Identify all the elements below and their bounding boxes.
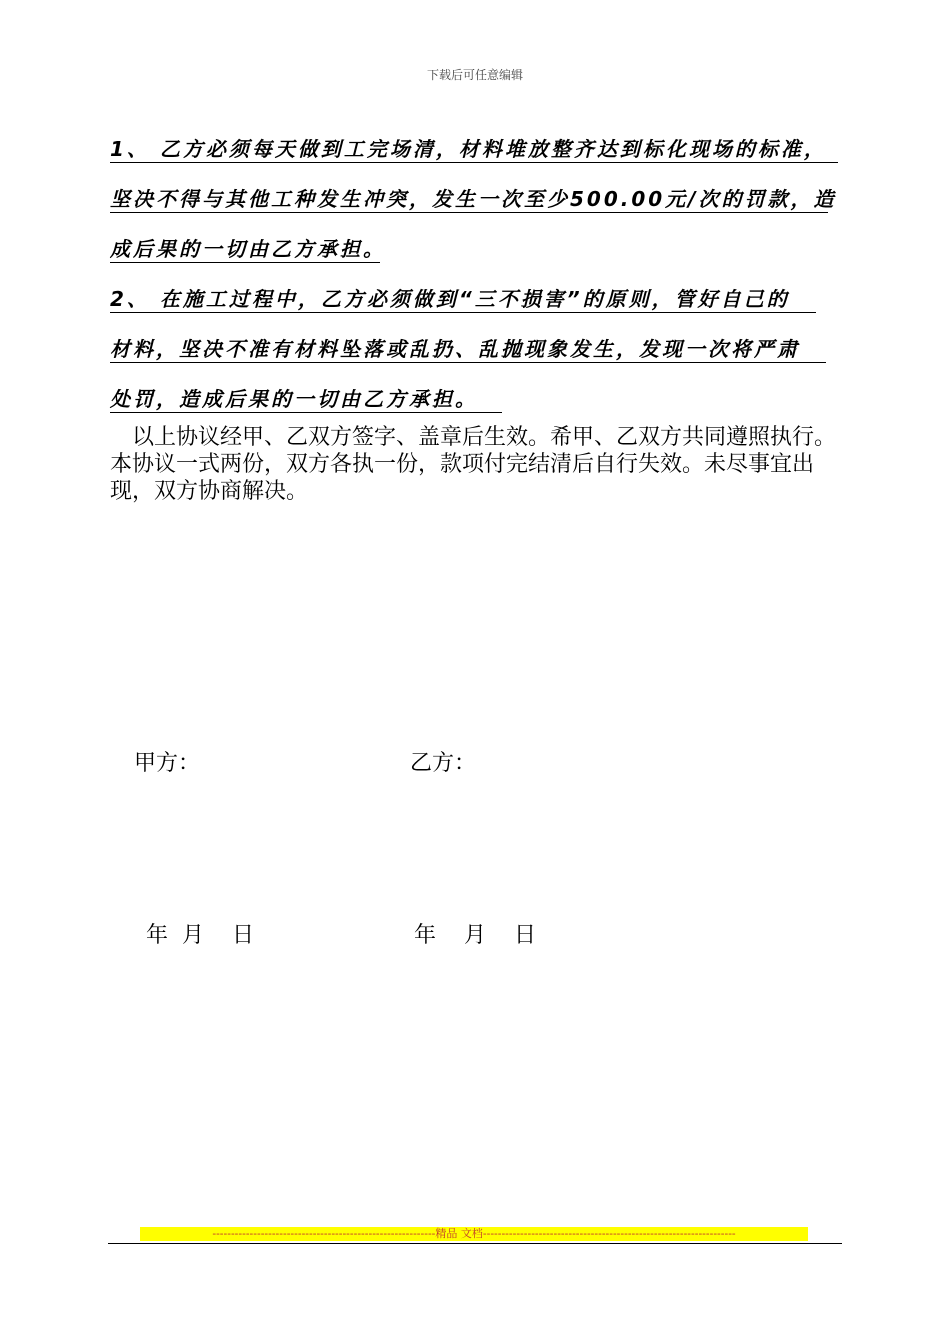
- footer-rule: [108, 1243, 842, 1244]
- party-a-label: 甲方：: [134, 751, 201, 776]
- agreement-paragraph: 以上协议经甲、乙双方签字、盖章后生效。希甲、乙双方共同遵照执行。本协议一式两份，双方各执一份，款项付完结清后自行失效。未尽事宜出现，双方协商解决。: [110, 425, 837, 504]
- clause-1-line-1: 1、 乙方必须每天做到工完场清，材料堆放整齐达到标化现场的标准，: [110, 136, 838, 163]
- clause-2-line-1: 2、 在施工过程中，乙方必须做到“三不损害”的原则，管好自己的: [110, 286, 816, 313]
- clause-2-line-3: 处罚，造成后果的一切由乙方承担。: [110, 386, 502, 413]
- date-a: 年 月 日: [146, 923, 254, 948]
- party-b-label: 乙方：: [410, 751, 477, 776]
- footer-band: ------------------------------------------------------------精品 文档--------------------------------------------------------------------: [140, 1227, 808, 1241]
- date-b: 年 月 日: [414, 923, 536, 948]
- clause-2-line-2: 材料，坚决不准有材料坠落或乱扔、乱抛现象发生，发现一次将严肃: [110, 336, 826, 363]
- clause-1-line-2: 坚决不得与其他工种发生冲突，发生一次至少500.00元/次的罚款，造: [110, 187, 837, 211]
- clause-1-line-3: 成后果的一切由乙方承担。: [110, 237, 386, 261]
- header-note: 下载后可任意编辑: [426, 68, 523, 82]
